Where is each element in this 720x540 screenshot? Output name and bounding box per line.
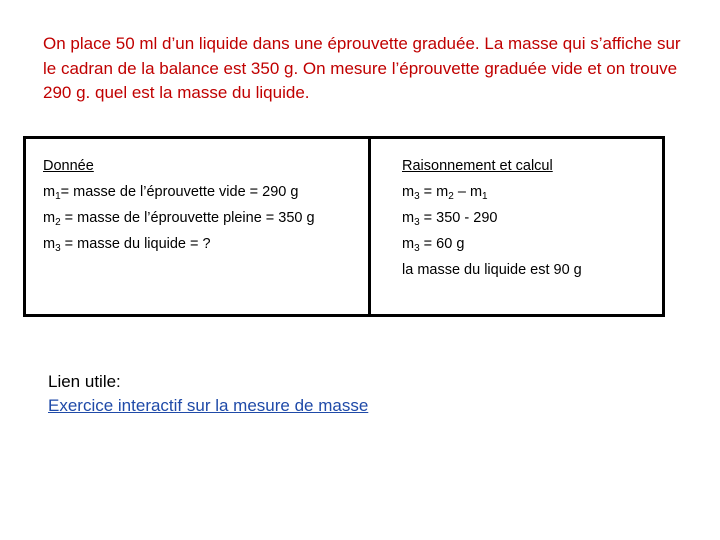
calc-line-2: $m_3 = 350 - 290$ xyxy=(402,210,498,228)
problem-statement: On place 50 ml d’un liquide dans une éprouvette graduée. La masse qui s’affiche sur le cadran de la balance est 350 g. On mesure l’éprouvette graduée vide et on trouve 290 g. quel est la masse du liquide. xyxy=(43,34,681,102)
donnee-line-1: $m_1=$ masse de l’éprouvette vide = 290 g xyxy=(43,184,299,202)
raisonnement-column xyxy=(402,153,582,283)
calc-line-1: $m_3 = m_2 - m_1$ xyxy=(402,184,488,202)
table-divider xyxy=(368,136,371,317)
useful-link-section xyxy=(48,370,368,418)
donnee-line-3: $m_3$ = masse du liquide = ? xyxy=(43,236,211,254)
donnee-line-2: $m_2$ = masse de l’éprouvette pleine = 350 g xyxy=(43,210,315,228)
donnee-heading: Donnée xyxy=(43,158,94,174)
donnee-column xyxy=(43,153,315,257)
calc-line-3: $m_3 = 60$ g xyxy=(402,236,465,254)
useful-link-label: Lien utile: xyxy=(48,372,121,391)
calc-conclusion: la masse du liquide est 90 g xyxy=(402,262,582,278)
raisonnement-heading: Raisonnement et calcul xyxy=(402,158,553,174)
interactive-exercise-link[interactable]: Exercice interactif sur la mesure de masse xyxy=(48,396,369,415)
